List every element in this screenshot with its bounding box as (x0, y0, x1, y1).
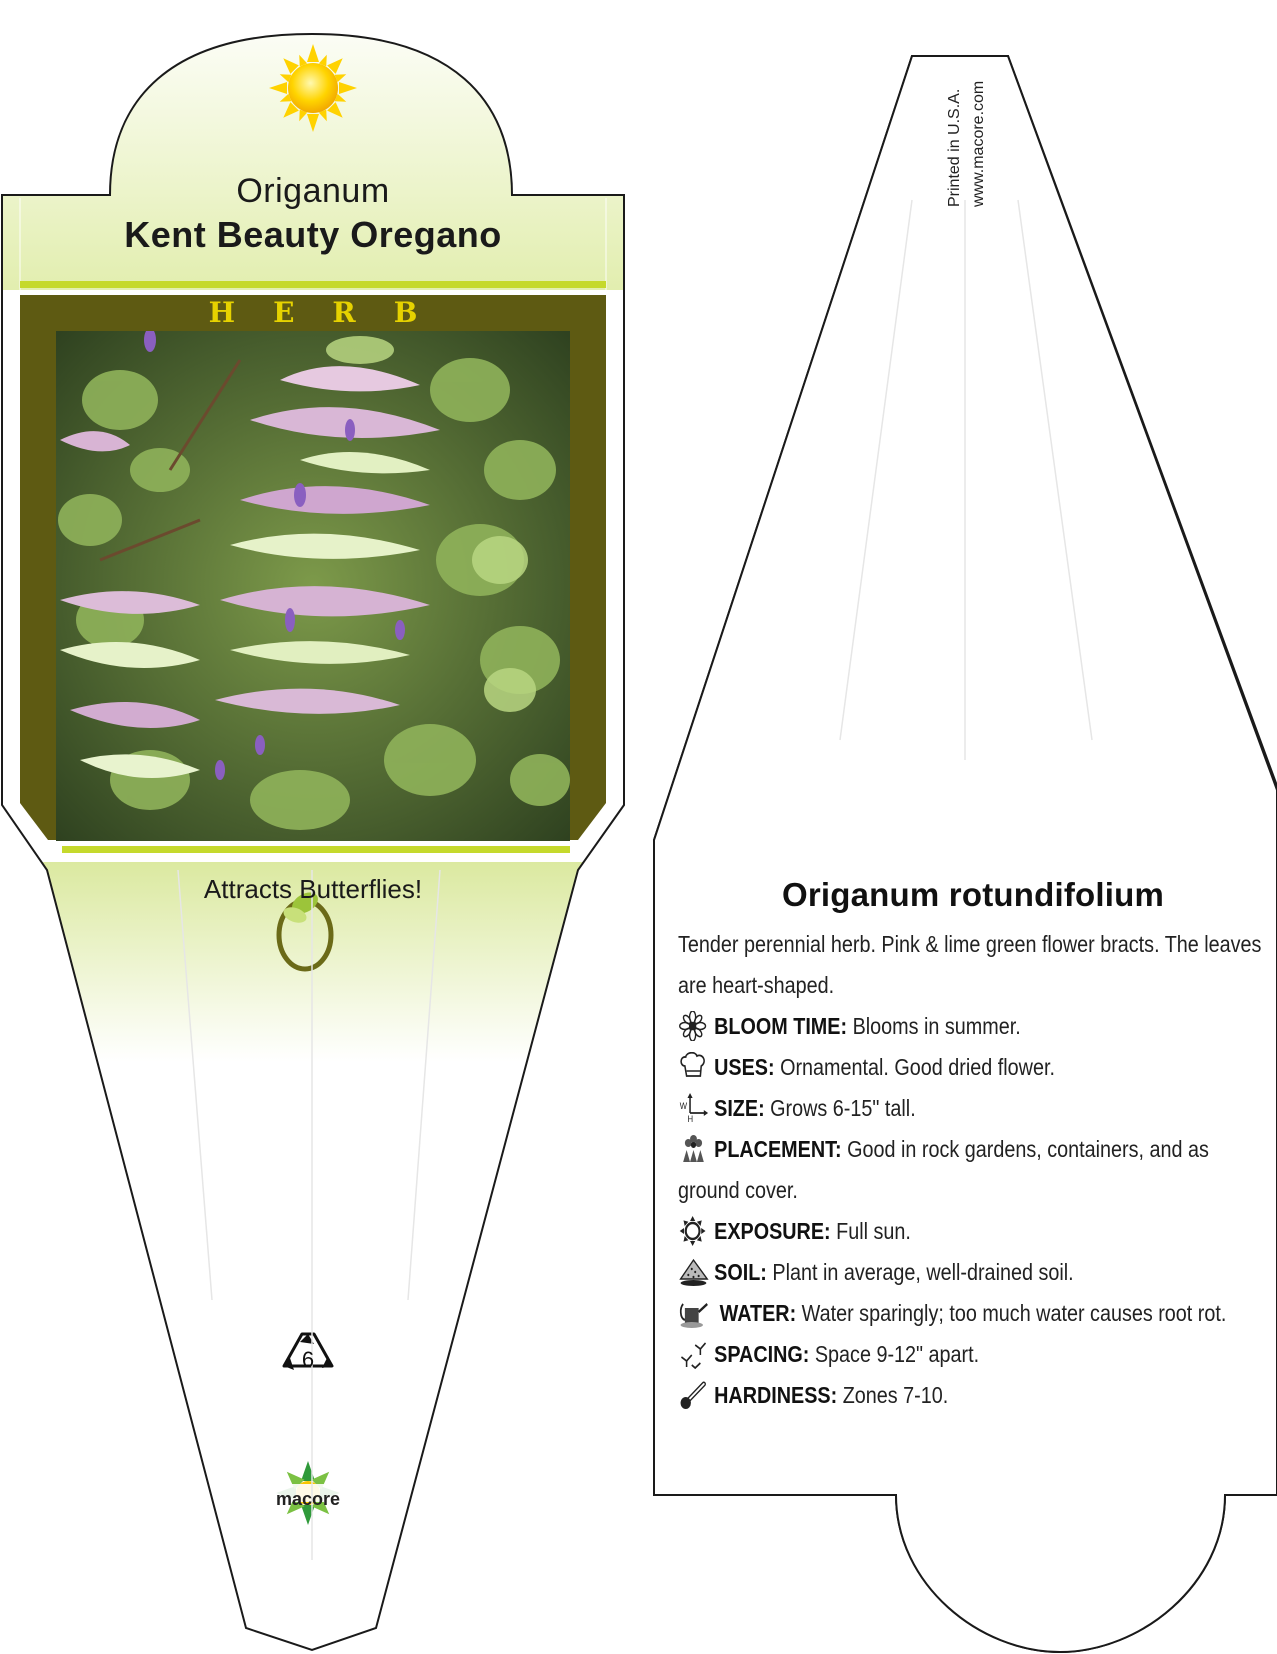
lime-divider-bottom (62, 846, 570, 853)
placement-icon (678, 1134, 711, 1164)
bloom-time-row (678, 1006, 1263, 1047)
size-value: Grows 6-15" tall. (770, 1095, 916, 1121)
water-row (678, 1293, 1263, 1334)
uses-value: Ornamental. Good dried flower. (780, 1054, 1055, 1080)
svg-text:W: W (679, 1100, 688, 1112)
brand-name: macore (275, 1489, 341, 1509)
placement-value: Good in rock gardens, containers, and as ground cover. (678, 1136, 1209, 1203)
size-icon (678, 1093, 711, 1123)
latin-name: Origanum rotundifolium (781, 876, 1165, 913)
thermometer-icon (678, 1380, 711, 1410)
website-text: www.macore.com (970, 80, 987, 207)
bloom-time-label: BLOOM TIME: (714, 1013, 848, 1039)
tagline: Attracts Butterflies! (203, 874, 423, 904)
spacing-label: SPACING: (714, 1341, 810, 1367)
soil-label: SOIL: (714, 1259, 767, 1285)
watering-can-icon (678, 1298, 711, 1328)
soil-icon (678, 1257, 711, 1287)
spacing-icon (678, 1339, 711, 1369)
common-name: Kent Beauty Oregano (124, 214, 502, 255)
hardiness-value: Zones 7-10. (842, 1382, 949, 1408)
category-label: HERB (208, 296, 456, 329)
svg-text:H: H (687, 1113, 694, 1123)
printed-in-text: Printed in U.S.A. (946, 88, 963, 207)
soil-value: Plant in average, well-drained soil. (772, 1259, 1074, 1285)
placement-label: PLACEMENT: (714, 1136, 842, 1162)
plant-photo (56, 328, 570, 841)
uses-row (678, 1047, 1263, 1088)
lime-divider-top (20, 281, 606, 288)
sun-icon (678, 1216, 711, 1246)
chef-hat-icon (678, 1052, 711, 1082)
size-row (678, 1088, 1263, 1129)
placement-row (678, 1129, 1263, 1211)
genus-name: Origanum (236, 172, 390, 210)
care-info (678, 876, 1262, 1416)
hardiness-label: HARDINESS: (714, 1382, 838, 1408)
description: Tender perennial herb. Pink & lime green flower bracts. The leaves are heart-shaped. (678, 931, 1262, 998)
flower-icon (678, 1011, 711, 1041)
bloom-time-value: Blooms in summer. (852, 1013, 1021, 1039)
water-value: Water sparingly; too much water causes root rot. (801, 1300, 1227, 1326)
size-label: SIZE: (714, 1095, 765, 1121)
soil-row (678, 1252, 1263, 1293)
hardiness-row (678, 1375, 1263, 1416)
water-label: WATER: (719, 1300, 797, 1326)
exposure-label: EXPOSURE: (714, 1218, 831, 1244)
spacing-row (678, 1334, 1263, 1375)
uses-label: USES: (714, 1054, 775, 1080)
recycle-number: 6 (301, 1347, 315, 1372)
spacing-value: Space 9-12" apart. (814, 1341, 980, 1367)
exposure-row (678, 1211, 1263, 1252)
exposure-value: Full sun. (836, 1218, 911, 1244)
